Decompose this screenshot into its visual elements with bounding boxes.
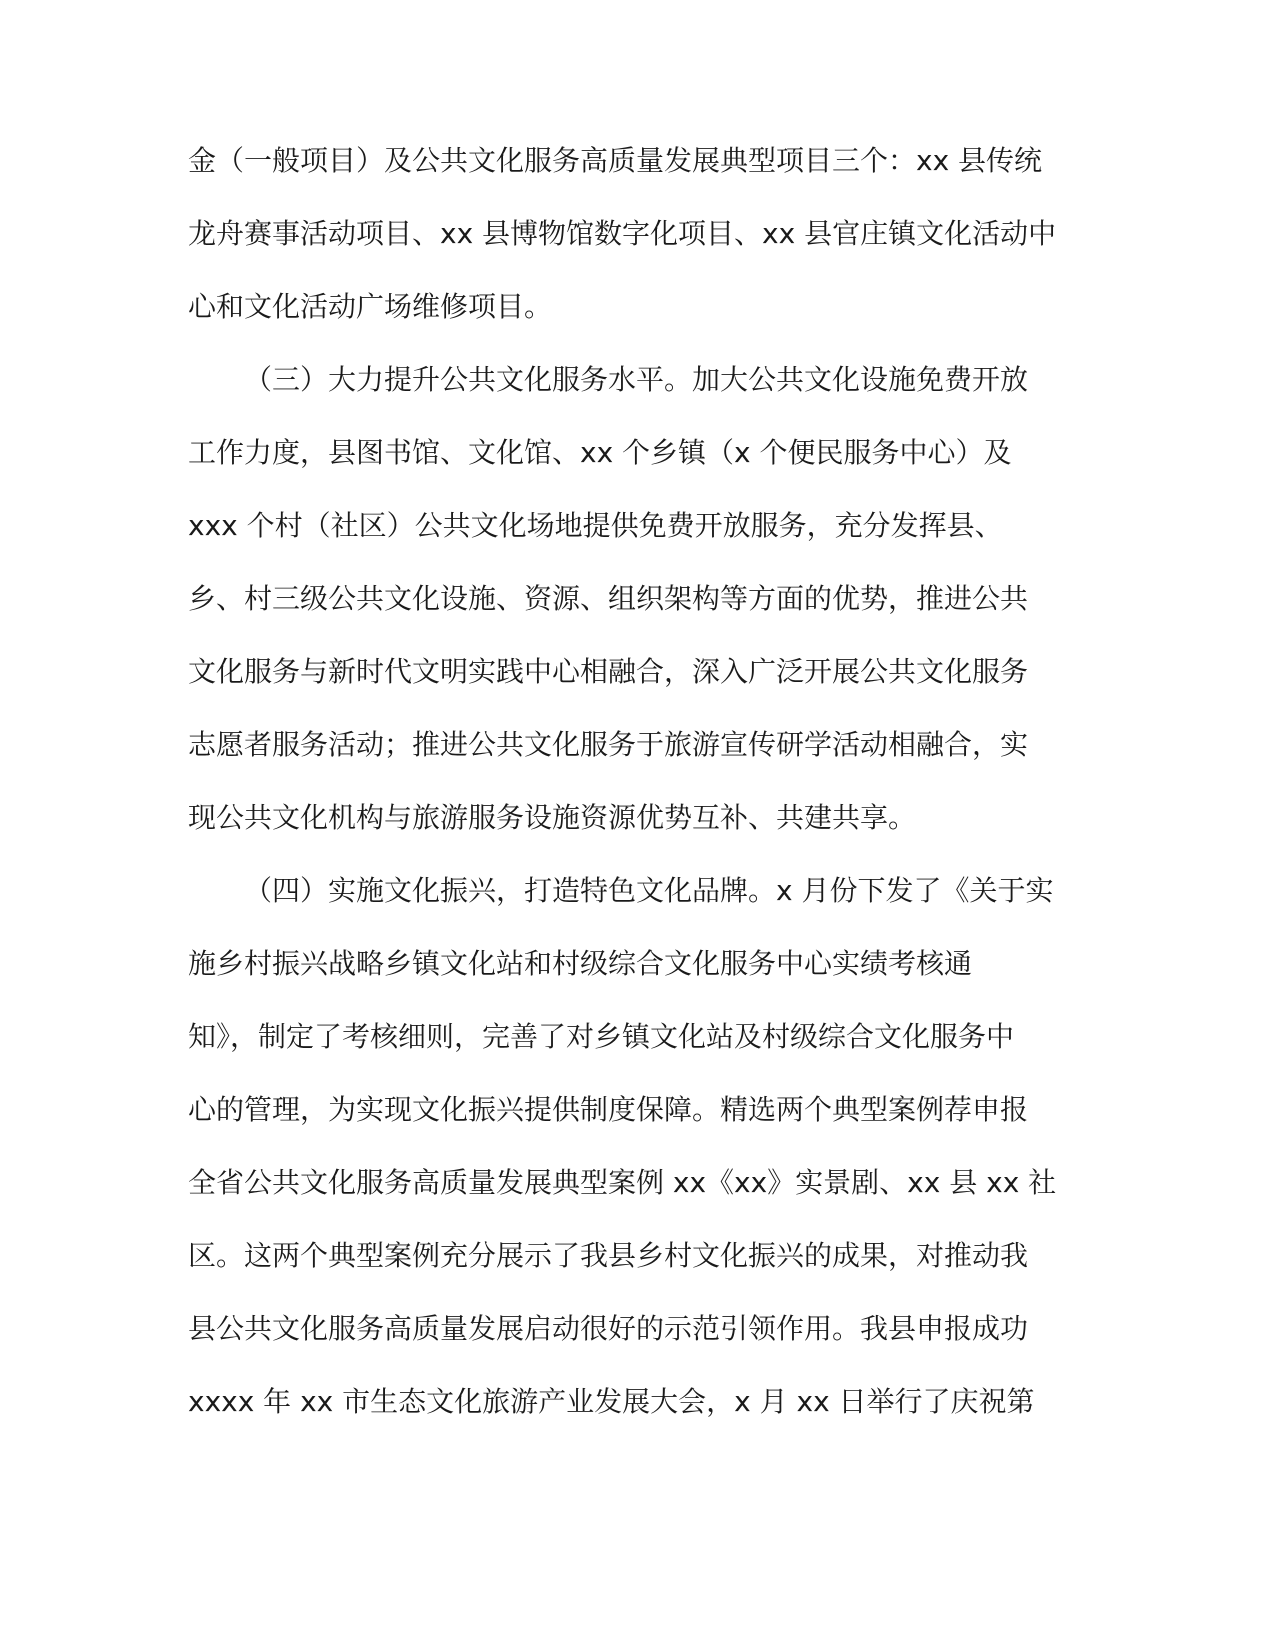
text-line: 工作力度，县图书馆、文化馆、xx 个乡镇（x 个便民服务中心）及 <box>188 436 1012 469</box>
text-line: 乡、村三级公共文化设施、资源、组织架构等方面的优势，推进公共 <box>188 582 1029 615</box>
text-line: 心的管理，为实现文化振兴提供制度保障。精选两个典型案例荐申报 <box>188 1093 1029 1126</box>
text-line: 金（一般项目）及公共文化服务高质量发展典型项目三个：xx 县传统 <box>188 144 1043 177</box>
text-line: 施乡村振兴战略乡镇文化站和村级综合文化服务中心实绩考核通 <box>188 947 973 980</box>
text-line: 知》，制定了考核细则，完善了对乡镇文化站及村级综合文化服务中 <box>188 1020 1015 1053</box>
text-line: 现公共文化机构与旅游服务设施资源优势互补、共建共享。 <box>188 801 917 834</box>
text-line: （四）实施文化振兴，打造特色文化品牌。x 月份下发了《关于实 <box>244 874 1054 907</box>
text-line: 区。这两个典型案例充分展示了我县乡村文化振兴的成果，对推动我 <box>188 1239 1029 1272</box>
text-line: 全省公共文化服务高质量发展典型案例 xx《xx》实景剧、xx 县 xx 社 <box>188 1166 1057 1199</box>
text-line: 文化服务与新时代文明实践中心相融合，深入广泛开展公共文化服务 <box>188 655 1029 688</box>
text-line: 心和文化活动广场维修项目。 <box>188 290 553 323</box>
text-line: 志愿者服务活动；推进公共文化服务于旅游宣传研学活动相融合，实 <box>188 728 1029 761</box>
text-line: 县公共文化服务高质量发展启动很好的示范引领作用。我县申报成功 <box>188 1312 1029 1345</box>
text-line: 龙舟赛事活动项目、xx 县博物馆数字化项目、xx 县官庄镇文化活动中 <box>188 217 1057 250</box>
text-line: （三）大力提升公共文化服务水平。加大公共文化设施免费开放 <box>244 363 1029 396</box>
text-line: xxxx 年 xx 市生态文化旅游产业发展大会，x 月 xx 日举行了庆祝第 <box>188 1385 1035 1418</box>
text-line: xxx 个村（社区）公共文化场地提供免费开放服务，充分发挥县、 <box>188 509 1003 542</box>
